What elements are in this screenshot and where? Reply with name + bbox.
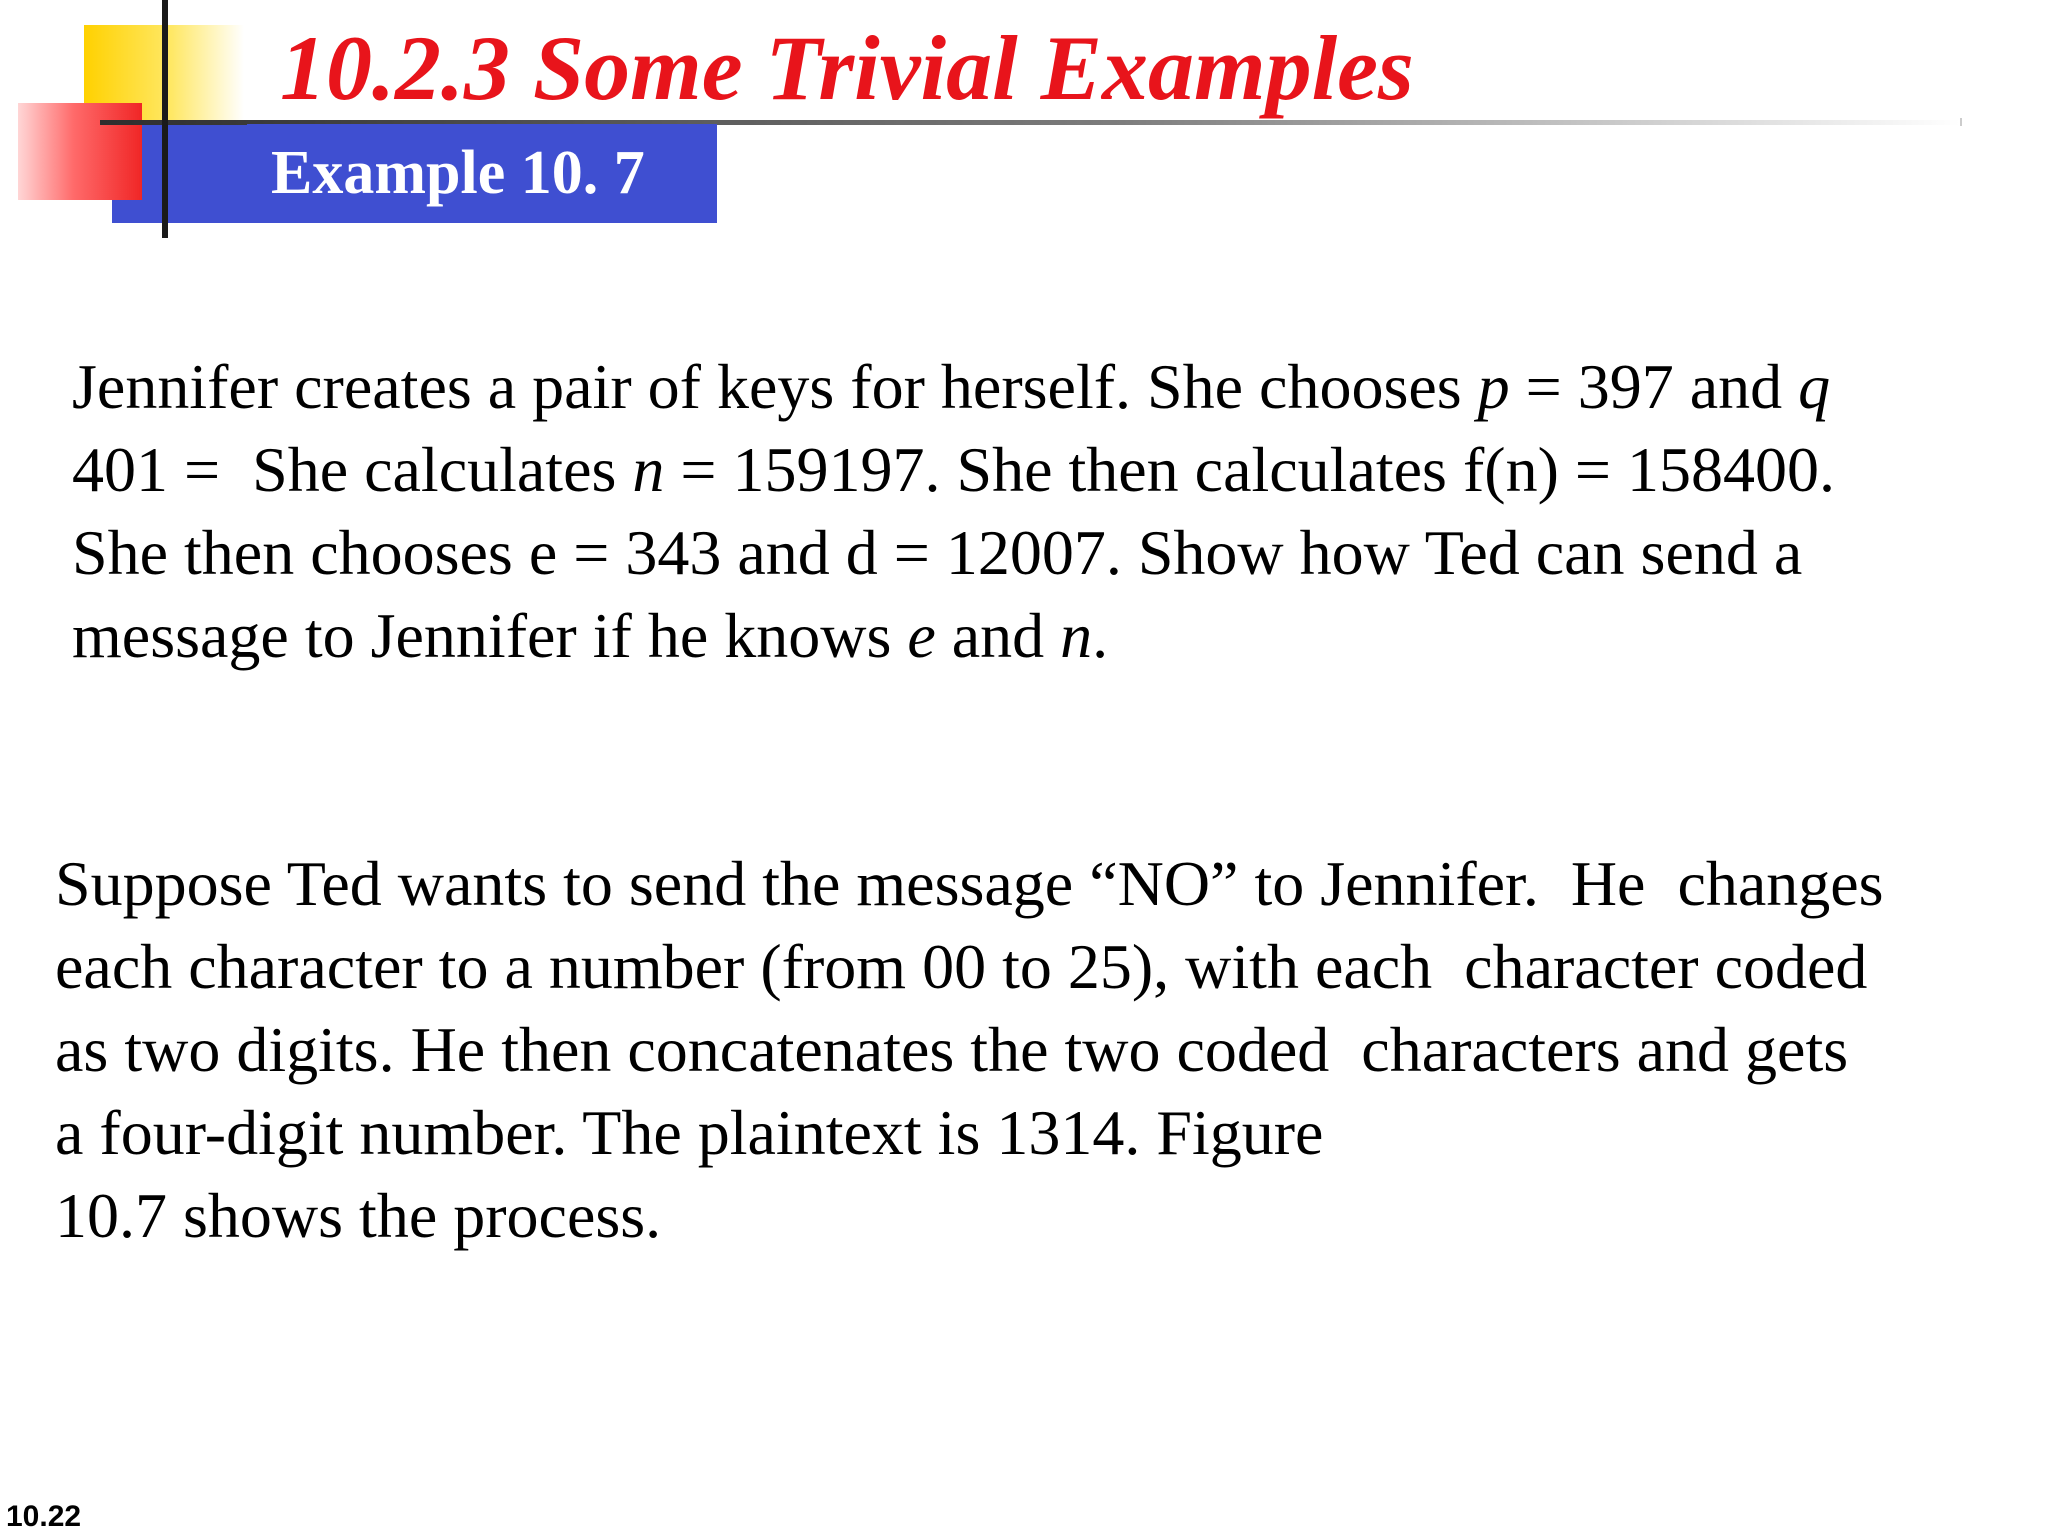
text-run: and — [935, 600, 1061, 671]
math-variable: e — [907, 600, 936, 671]
paragraph-line — [55, 1091, 2030, 1174]
text-run: . — [1092, 600, 1109, 671]
paragraph-line — [55, 842, 2030, 925]
paragraph-line — [72, 594, 2002, 677]
text-run: 10.7 shows the process. — [55, 1180, 662, 1251]
paragraph-line — [55, 1008, 2030, 1091]
text-run: = 159197. She then calculates f(n) = 158400. — [664, 434, 1835, 505]
slide-title: 10.2.3 Some Trivial Examples — [280, 17, 1414, 119]
text-run: message to Jennifer if he knows — [72, 600, 908, 671]
red-square — [18, 103, 142, 200]
example-badge: Example 10. 7 — [247, 124, 717, 223]
text-run: = 397 and — [1509, 351, 1799, 422]
paragraph-line — [72, 511, 2002, 594]
text-run: as two digits. He then concatenates the two coded characters and gets — [55, 1014, 1849, 1085]
slide-number: 10.22 — [6, 1500, 82, 1533]
paragraph-line — [55, 925, 2030, 1008]
text-run: each character to a number (from 00 to 25), with each character coded — [55, 931, 1868, 1002]
text-run: She then chooses e = 343 and d = 12007. Show how Ted can send a — [72, 517, 1803, 588]
text-run: Jennifer creates a pair of keys for herself. She chooses — [72, 351, 1478, 422]
paragraph-line — [72, 428, 2002, 511]
math-variable: q — [1798, 351, 1831, 422]
text-run: Suppose Ted wants to send the message “NO” to Jennifer. He changes — [55, 848, 1884, 919]
problem-paragraph — [72, 345, 2002, 677]
solution-paragraph — [55, 842, 2030, 1257]
rule-end-tick — [1960, 118, 1962, 126]
vertical-rule — [162, 0, 168, 238]
text-run: a four-digit number. The plaintext is 1314. Figure — [55, 1097, 1324, 1168]
math-variable: n — [632, 434, 665, 505]
math-variable: n — [1060, 600, 1093, 671]
paragraph-line — [72, 345, 2002, 428]
math-variable: p — [1477, 351, 1510, 422]
paragraph-line — [55, 1174, 2030, 1257]
text-run: 401 = She calculates — [72, 434, 633, 505]
